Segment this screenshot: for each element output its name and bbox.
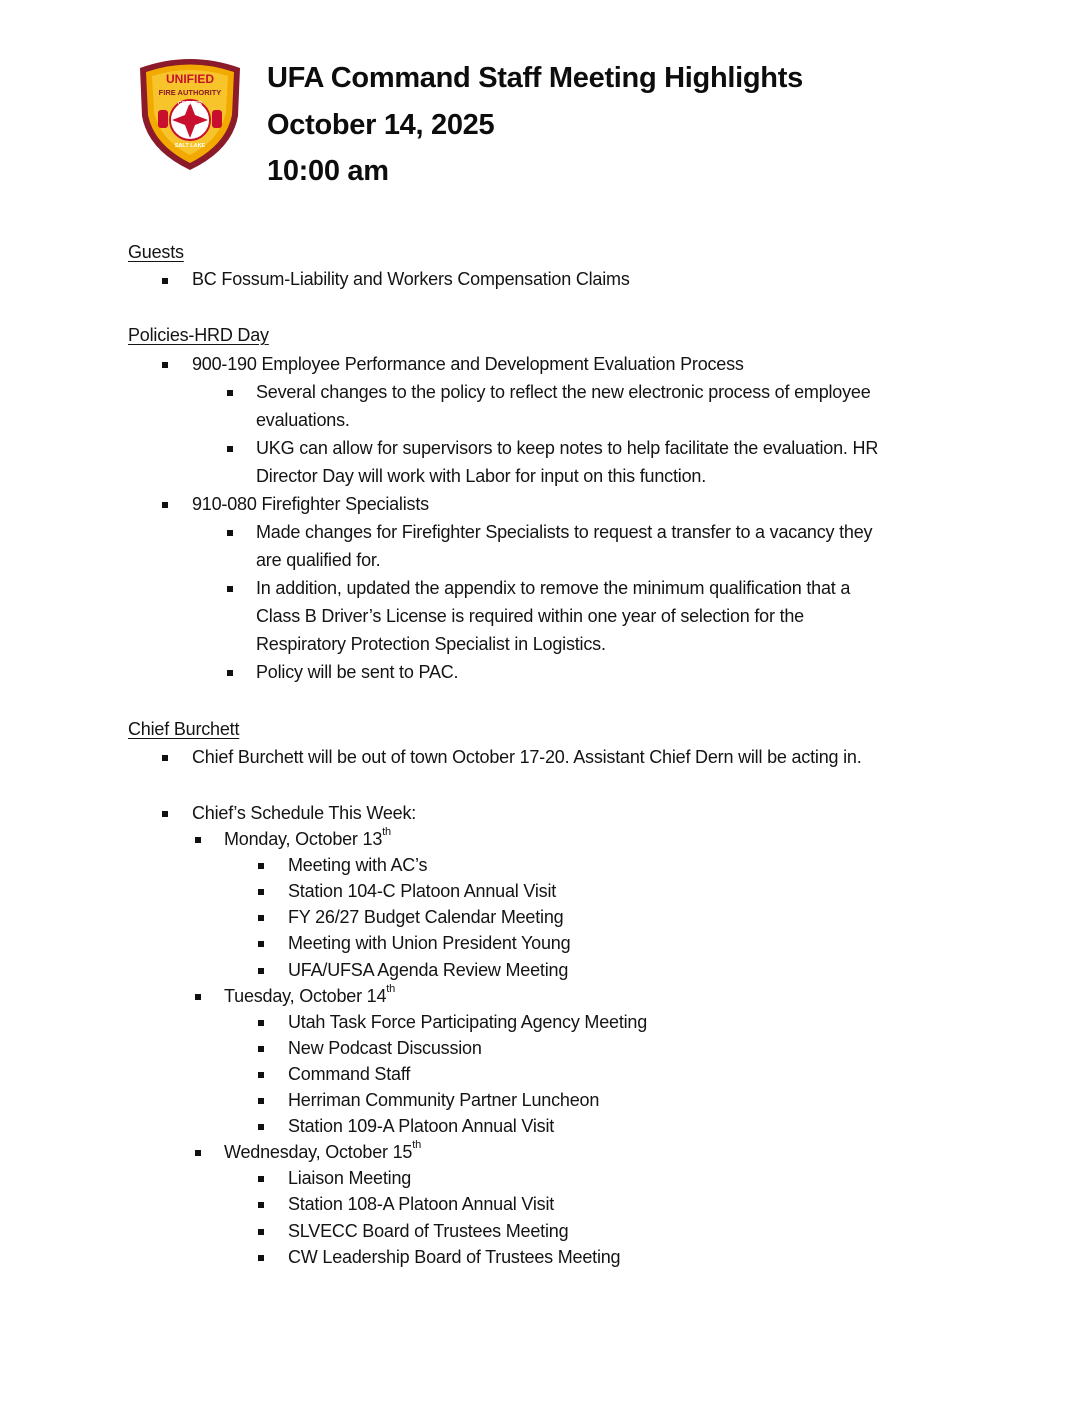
list-item: BC Fossum-Liability and Workers Compensation Claims bbox=[192, 269, 630, 289]
section-heading-policies: Policies-HRD Day bbox=[128, 325, 269, 345]
bullet-icon bbox=[195, 837, 201, 843]
schedule-item: Meeting with Union President Young bbox=[288, 933, 571, 954]
schedule-day-label: Monday, October 13 bbox=[224, 829, 383, 849]
ordinal-suffix: th bbox=[412, 1139, 422, 1152]
bullet-icon bbox=[258, 1020, 264, 1026]
schedule-item: FY 26/27 Budget Calendar Meeting bbox=[288, 907, 564, 928]
schedule-day bbox=[224, 1139, 422, 1163]
bullet-icon bbox=[258, 863, 264, 869]
list-item-continuation: Respiratory Protection Specialist in Logistics. bbox=[256, 634, 606, 654]
list-item: UKG can allow for supervisors to keep notes to help facilitate the evaluation. HR bbox=[256, 438, 879, 458]
logo-text-salt-lake: SALT LAKE bbox=[174, 143, 206, 149]
bullet-icon bbox=[258, 941, 264, 947]
bullet-icon bbox=[162, 362, 168, 368]
list-item-continuation: are qualified for. bbox=[256, 550, 381, 570]
page-title: UFA Command Staff Meeting Highlights bbox=[267, 62, 803, 94]
bullet-icon bbox=[258, 1176, 264, 1182]
list-item-continuation: Class B Driver’s License is required within one year of selection for the bbox=[256, 606, 804, 626]
bullet-icon bbox=[162, 502, 168, 508]
section-heading-chief: Chief Burchett bbox=[128, 719, 240, 739]
ufa-logo bbox=[134, 54, 246, 172]
bullet-icon bbox=[258, 968, 264, 974]
schedule-item: New Podcast Discussion bbox=[288, 1037, 482, 1058]
chief-note: Chief Burchett will be out of town October 17-20. Assistant Chief Dern will be acting in. bbox=[192, 747, 862, 767]
ordinal-suffix: th bbox=[386, 982, 396, 995]
bullet-icon bbox=[258, 889, 264, 895]
bullet-icon bbox=[162, 278, 168, 284]
policy-910-080: 910-080 Firefighter Specialists bbox=[192, 494, 429, 514]
schedule-item: Liaison Meeting bbox=[288, 1168, 412, 1189]
schedule-item: Station 108-A Platoon Annual Visit bbox=[288, 1194, 555, 1215]
meeting-time: 10:00 am bbox=[267, 155, 389, 187]
schedule-item: Herriman Community Partner Luncheon bbox=[288, 1090, 600, 1110]
schedule-item: Station 109-A Platoon Annual Visit bbox=[288, 1116, 555, 1137]
schedule-day bbox=[224, 982, 396, 1007]
logo-text-unified: UNIFIED bbox=[166, 72, 214, 86]
schedule-item: SLVECC Board of Trustees Meeting bbox=[288, 1220, 569, 1241]
schedule-day-label: Tuesday, October 14 bbox=[224, 985, 387, 1006]
bullet-icon bbox=[195, 994, 201, 1000]
schedule-item: Meeting with AC’s bbox=[288, 855, 428, 876]
list-item: In addition, updated the appendix to remove the minimum qualification that a bbox=[256, 578, 851, 598]
schedule-item: Station 104-C Platoon Annual Visit bbox=[288, 881, 557, 902]
bullet-icon bbox=[227, 670, 233, 676]
bullet-icon bbox=[258, 1046, 264, 1052]
bullet-icon bbox=[227, 530, 233, 536]
list-item: Several changes to the policy to reflect the new electronic process of employee bbox=[256, 382, 871, 402]
bullet-icon bbox=[258, 1202, 264, 1208]
bullet-icon bbox=[227, 390, 233, 396]
bullet-icon bbox=[258, 1072, 264, 1078]
bullet-icon bbox=[258, 1229, 264, 1235]
schedule-item: UFA/UFSA Agenda Review Meeting bbox=[288, 959, 569, 980]
bullet-icon bbox=[258, 1124, 264, 1130]
bullet-icon bbox=[258, 915, 264, 921]
bullet-icon bbox=[227, 446, 233, 452]
list-item: Made changes for Firefighter Specialists to request a transfer to a vacancy they bbox=[256, 522, 873, 542]
bullet-icon bbox=[258, 1098, 264, 1104]
policy-900-190: 900-190 Employee Performance and Development Evaluation Process bbox=[192, 354, 744, 374]
schedule-day bbox=[224, 826, 391, 850]
list-item-continuation: Director Day will work with Labor for input on this function. bbox=[256, 466, 706, 486]
logo-text-greater: GREATER bbox=[177, 101, 203, 107]
schedule-label: Chief’s Schedule This Week: bbox=[192, 803, 417, 823]
bullet-icon bbox=[195, 1150, 201, 1156]
schedule-item: Utah Task Force Participating Agency Meeting bbox=[288, 1011, 648, 1032]
schedule-day-label: Wednesday, October 15 bbox=[224, 1142, 413, 1163]
schedule-item: CW Leadership Board of Trustees Meeting bbox=[288, 1246, 621, 1267]
ordinal-suffix: th bbox=[382, 826, 391, 838]
list-item-continuation: evaluations. bbox=[256, 410, 350, 430]
meeting-date: October 14, 2025 bbox=[267, 109, 495, 141]
bullet-icon bbox=[227, 586, 233, 592]
logo-text-fire-authority: FIRE AUTHORITY bbox=[158, 88, 222, 97]
schedule-item: Command Staff bbox=[288, 1063, 411, 1084]
bullet-icon bbox=[258, 1255, 264, 1261]
bullet-icon bbox=[162, 755, 168, 761]
section-heading-guests: Guests bbox=[128, 242, 184, 262]
list-item: Policy will be sent to PAC. bbox=[256, 662, 459, 682]
bullet-icon bbox=[162, 811, 168, 817]
